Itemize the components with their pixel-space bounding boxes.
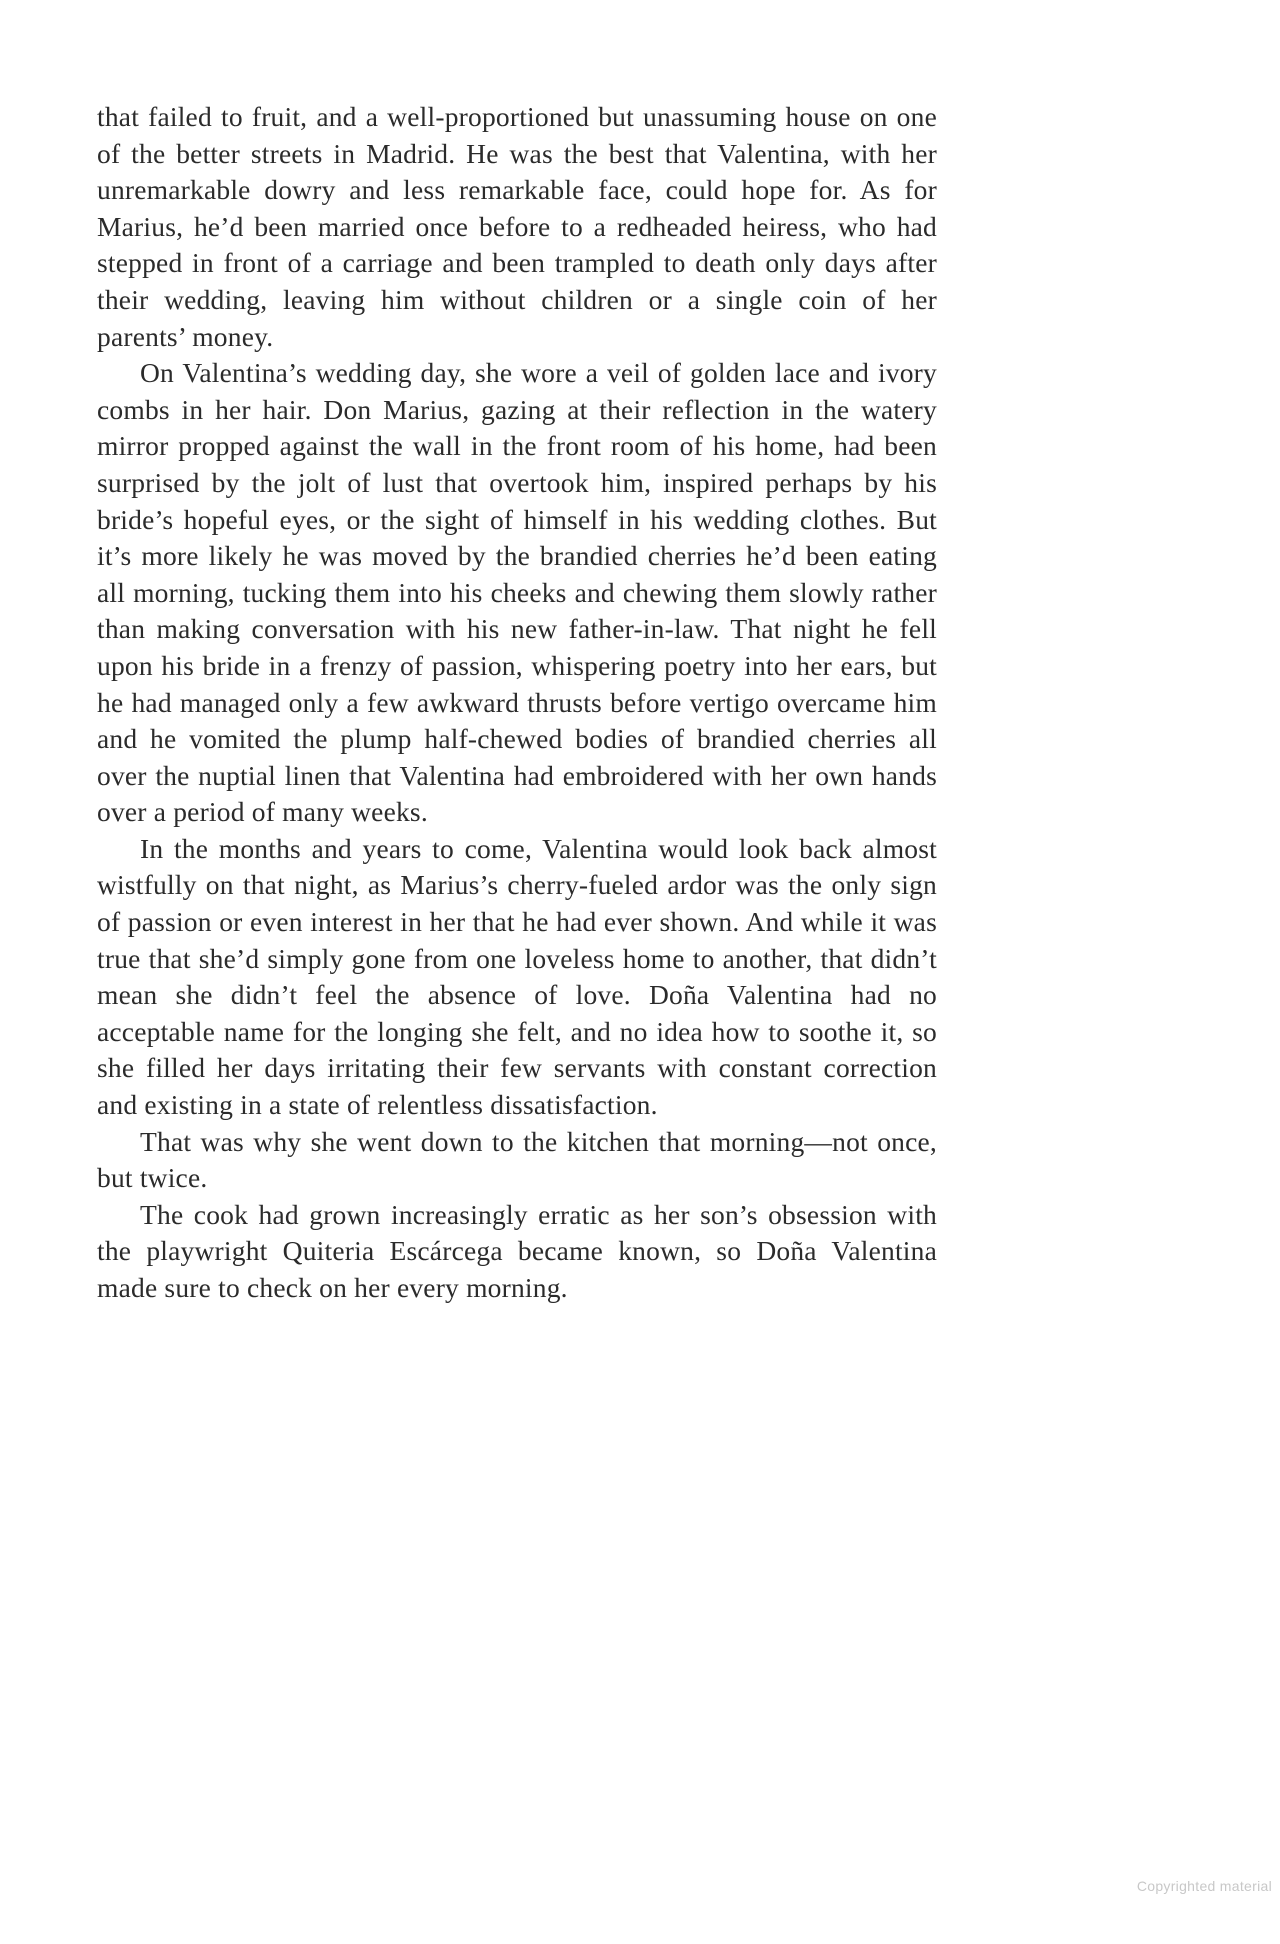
paragraph: On Valentina’s wedding day, she wore a veil of golden lace and ivory combs in her hair. Don Marius, gazing at their reflection in the watery mirror propped against the wall in the front room of his home, had been surprised by the jolt of lust that overtook him, inspired perhaps by his bride’s hopeful eyes, or the sight of himself in his wedding clothes. But it’s more likely he was moved by the brandied cherries he’d been eating all morning, tucking them into his cheeks and chewing them slowly rather than making conversation with his new father-in-law. That night he fell upon his bride in a frenzy of passion, whispering poetry into her ears, but he had managed only a few awkward thrusts before vertigo overcame him and he vomited the plump half-chewed bodies of brandied cherries all over the nuptial linen that Valentina had embroidered with her own hands over a period of many weeks.	[97, 357, 937, 828]
paragraph: The cook had grown increasingly erratic as her son’s obsession with the playwright Quiteria Escárcega became known, so Doña Valentina made sure to check on her every morning.	[97, 1198, 937, 1303]
paragraph: That was why she went down to the kitchen that morning—not once, but twice.	[97, 1125, 937, 1194]
paragraph: that failed to fruit, and a well-proportioned but unassuming house on one of the better streets in Madrid. He was the best that Valentina, with her unremarkable dowry and less remarkable face, could hope for. As for Marius, he’d been married once before to a redheaded heiress, who had stepped in front of a carriage and been trampled to death only days after their wedding, leaving him without children or a single coin of her parents’ money.	[97, 101, 937, 352]
page-text-block	[97, 99, 937, 1307]
copyright-watermark: Copyrighted material	[1136, 1878, 1272, 1894]
paragraph: In the months and years to come, Valentina would look back almost wistfully on that night, as Marius’s cherry-fueled ardor was the only sign of passion or even interest in her that he had ever shown. And while it was true that she’d simply gone from one loveless home to another, that didn’t mean she didn’t feel the absence of love. Doña Valentina had no acceptable name for the longing she felt, and no idea how to soothe it, so she filled her days irritating their few servants with constant correction and existing in a state of relentless dissatisfaction.	[97, 832, 937, 1121]
